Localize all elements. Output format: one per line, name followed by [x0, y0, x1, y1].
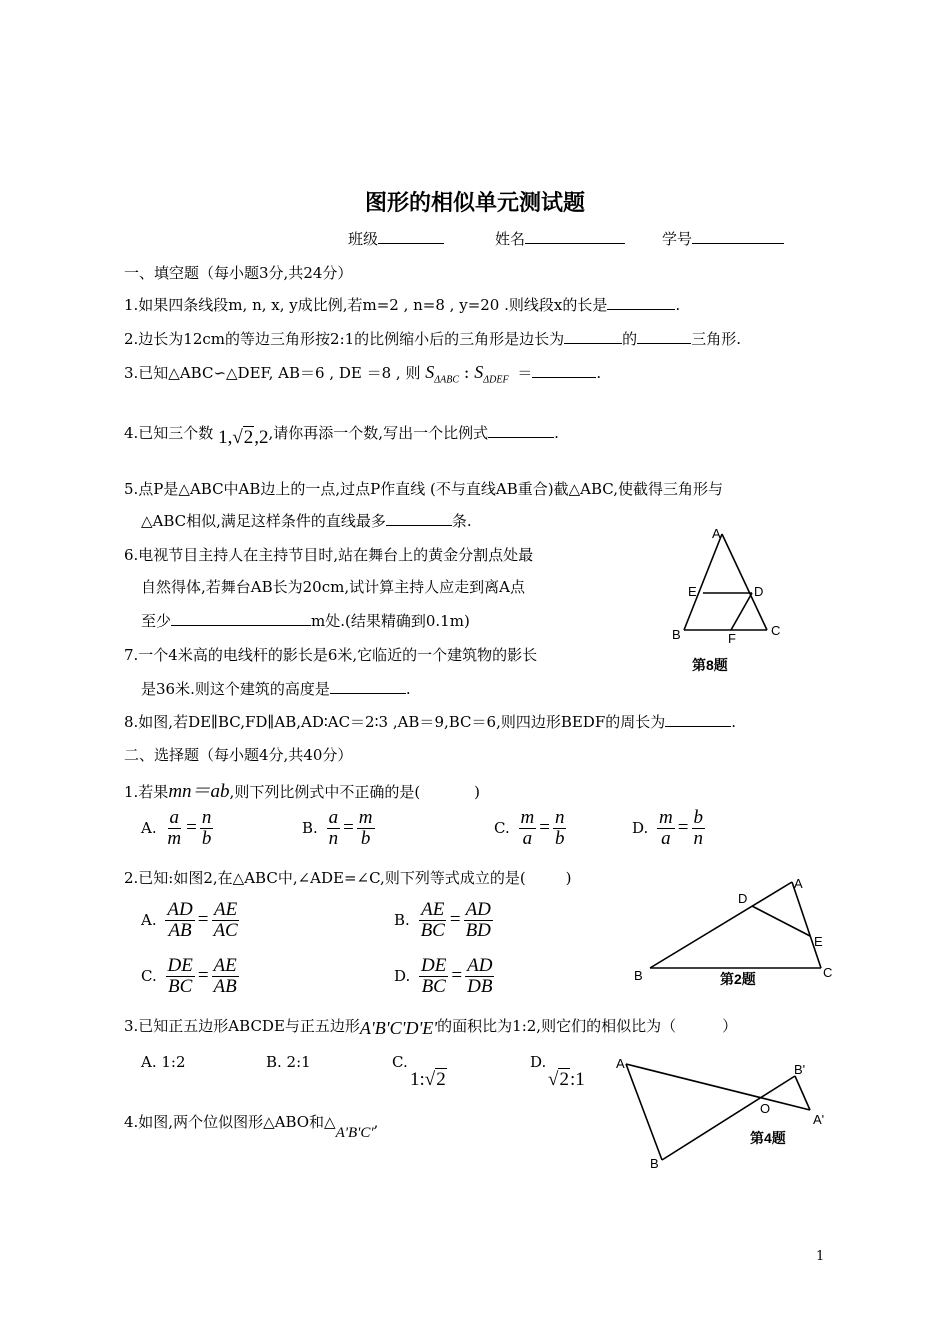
class-blank[interactable] [378, 228, 444, 244]
fig4-label-a1: A' [813, 1112, 825, 1127]
s1-q3-equals: ＝ [517, 364, 533, 382]
s2-q1-option-c[interactable]: C. $\frac{m}{a}$ = $\frac{n}{b}$ [494, 807, 565, 849]
fig8-label-d: D [754, 584, 764, 599]
s1-q2-text-c: 三角形. [691, 330, 741, 348]
s1-q4-blank[interactable] [488, 422, 554, 438]
s1-q3-area-abc: $S_{\Delta ABC}$ [425, 362, 459, 386]
fig8-label-e: E [688, 584, 697, 599]
s2-q3-option-c[interactable]: C. 1:√2 [392, 1053, 446, 1090]
s2-q3-option-d[interactable]: D. √2:1 [530, 1053, 585, 1090]
s2-question-2: 2.已知:如图2,在△ABC中,∠ADE=∠C,则下列等式成立的是( ) [124, 869, 572, 887]
fig2-label-b: B [634, 968, 643, 983]
s1-question-8: 8.如图,若DE∥BC,FD∥AB,AD∶AC＝2∶3 ,AB＝9,BC＝6,则四边形BEDF的周长为 . [124, 713, 737, 731]
s2-q2-option-c[interactable]: C. $\frac{DE}{BC}$ = $\frac{AE}{AB}$ [141, 955, 237, 997]
fig2-label-a: A [794, 876, 803, 891]
s1-q1-blank[interactable] [607, 294, 675, 310]
fig2-caption: 第2题 [720, 971, 756, 987]
fig8-label-f: F [728, 631, 736, 646]
s1-q4-numbers: 1,√2,2 [218, 427, 269, 448]
fig4-label-a: A [616, 1056, 625, 1071]
s1-q2-text-b: 的 [622, 330, 638, 348]
s1-q2-blank-1[interactable] [564, 328, 622, 344]
fig8-side-ab [684, 534, 722, 630]
s1-q2-blank-2[interactable] [637, 328, 691, 344]
s2-q1-expression: mn＝ab [168, 781, 230, 802]
fig2-side-ba [650, 882, 792, 968]
s1-q1-end: . [675, 296, 681, 314]
fig8-label-b: B [672, 627, 681, 642]
id-field [662, 228, 784, 249]
s1-q3-end: . [596, 364, 602, 382]
s1-q3-blank[interactable] [532, 362, 596, 378]
figure-8 [668, 522, 788, 680]
s1-question-5-line-1: 5.点P是△ABC中AB边上的一点,过点P作直线 (不与直线AB重合)截△ABC,使截得三角形与 [124, 480, 723, 498]
fig8-label-c: C [771, 623, 781, 638]
s1-question-1 [124, 294, 680, 315]
page-title: 图形的相似单元测试题 [364, 190, 585, 216]
class-label: 班级 [348, 230, 379, 248]
s1-question-7-line-2: 是36米.则这个建筑的高度是 . [141, 680, 411, 698]
s1-q6-blank[interactable] [171, 610, 311, 626]
s1-question-4 [124, 422, 559, 448]
fig4-label-b1: B' [794, 1062, 806, 1077]
s1-q4-text-a: 4.已知三个数 [124, 424, 214, 442]
s1-question-2 [124, 328, 741, 349]
s1-q1-text: 1.如果四条线段m, n, x, y成比例,若m=2 , n=8 , y=20 .则线段x的长是 [124, 296, 608, 314]
s2-q3-expression: A'B'C'D'E' [359, 1018, 438, 1038]
s1-q3-area-def: $S_{\Delta DEF}$ [474, 362, 509, 386]
s2-q2-option-a[interactable]: A. $\frac{AD}{AB}$ = $\frac{AE}{AC}$ [141, 899, 238, 941]
s2-q1-option-a[interactable]: A. $\frac{a}{m}$ = $\frac{n}{b}$ [141, 807, 212, 849]
figure-4 [610, 1052, 832, 1176]
fig2-side-ac [792, 882, 821, 968]
name-label: 姓名 [495, 230, 526, 248]
fig8-label-a: A [712, 526, 721, 541]
id-label: 学号 [662, 230, 693, 248]
s2-q4-expression: A'B'C' [335, 1125, 374, 1141]
fig2-label-e: E [814, 934, 823, 949]
name-field [495, 228, 625, 249]
s2-q3-option-b[interactable]: B. 2:1 [266, 1053, 311, 1071]
fig2-label-d: D [738, 891, 748, 906]
fig4-line-b-b1 [662, 1076, 795, 1160]
s1-q4-end: . [554, 424, 559, 442]
s1-q2-text-a: 2.边长为12cm的等边三角形按2:1的比例缩小后的三角形是边长为 [124, 330, 565, 348]
s2-question-3: 3.已知正五边形ABCDE与正五边形A'B'C'D'E'的面积比为1:2,则它们的相似比为（ ） [124, 1017, 738, 1038]
s1-q8-blank[interactable] [665, 711, 731, 727]
fig4-label-o: O [760, 1101, 771, 1116]
s1-question-3 [124, 362, 601, 386]
fig8-caption: 第8题 [692, 657, 728, 673]
s2-q1-option-d[interactable]: D. $\frac{m}{a}$ = $\frac{b}{n}$ [632, 807, 703, 849]
s2-q2-option-d[interactable]: D. $\frac{DE}{BC}$ = $\frac{AD}{DB}$ [394, 955, 493, 997]
name-blank[interactable] [525, 228, 625, 244]
fig4-caption: 第4题 [750, 1130, 786, 1146]
figure-2 [628, 870, 842, 994]
fig8-segment-df [731, 593, 752, 630]
s1-q7-blank[interactable] [330, 678, 406, 694]
s1-q4-text-b: ,请你再添一个数,写出一个比例式 [268, 424, 489, 442]
fig4-side-b1a1 [795, 1076, 810, 1110]
s1-question-6-line-2: 自然得体,若舞台AB长为20cm,试计算主持人应走到离A点 [141, 578, 525, 596]
s1-q3-text: 3.已知△ABC∽△DEF, AB＝6 , DE ＝8 , 则 [124, 364, 421, 382]
s2-question-1: 1.若果mn＝ab,则下列比例式中不正确的是( ) [124, 781, 481, 802]
s2-q1-option-b[interactable]: B. $\frac{a}{n}$ = $\frac{m}{b}$ [302, 807, 373, 849]
section2-heading: 二、选择题（每小题4分,共40分） [124, 746, 353, 764]
class-field [348, 228, 444, 249]
fig4-line-a-a1 [626, 1064, 810, 1110]
section1-heading: 一、填空题（每小题3分,共24分） [124, 264, 353, 282]
s2-q3-option-a[interactable]: A. 1:2 [141, 1053, 186, 1071]
s1-q5-blank[interactable] [386, 510, 452, 526]
s1-q3-colon: : [463, 363, 470, 383]
s1-question-5-line-2: △ABC相似,满足这样条件的直线最多 条. [141, 512, 472, 530]
fig8-side-ac [722, 534, 767, 630]
fig4-side-ab [626, 1064, 662, 1160]
s1-question-6-line-1: 6.电视节目主持人在主持节目时,站在舞台上的黄金分割点处最 [124, 546, 534, 564]
fig4-label-b: B [650, 1156, 659, 1171]
s1-question-7-line-1: 7.一个4米高的电线杆的影长是6米,它临近的一个建筑物的影长 [124, 646, 538, 664]
s2-q2-option-b[interactable]: B. $\frac{AE}{BC}$ = $\frac{AD}{BD}$ [394, 899, 491, 941]
s1-question-6-line-3: 至少 m处.(结果精确到0.1m) [141, 612, 470, 630]
page-number: 1 [816, 1249, 825, 1264]
s2-question-4: 4.如图,两个位似图形△ABO和△A'B'C', [124, 1113, 379, 1141]
fig2-label-c: C [823, 965, 833, 980]
id-blank[interactable] [692, 228, 784, 244]
